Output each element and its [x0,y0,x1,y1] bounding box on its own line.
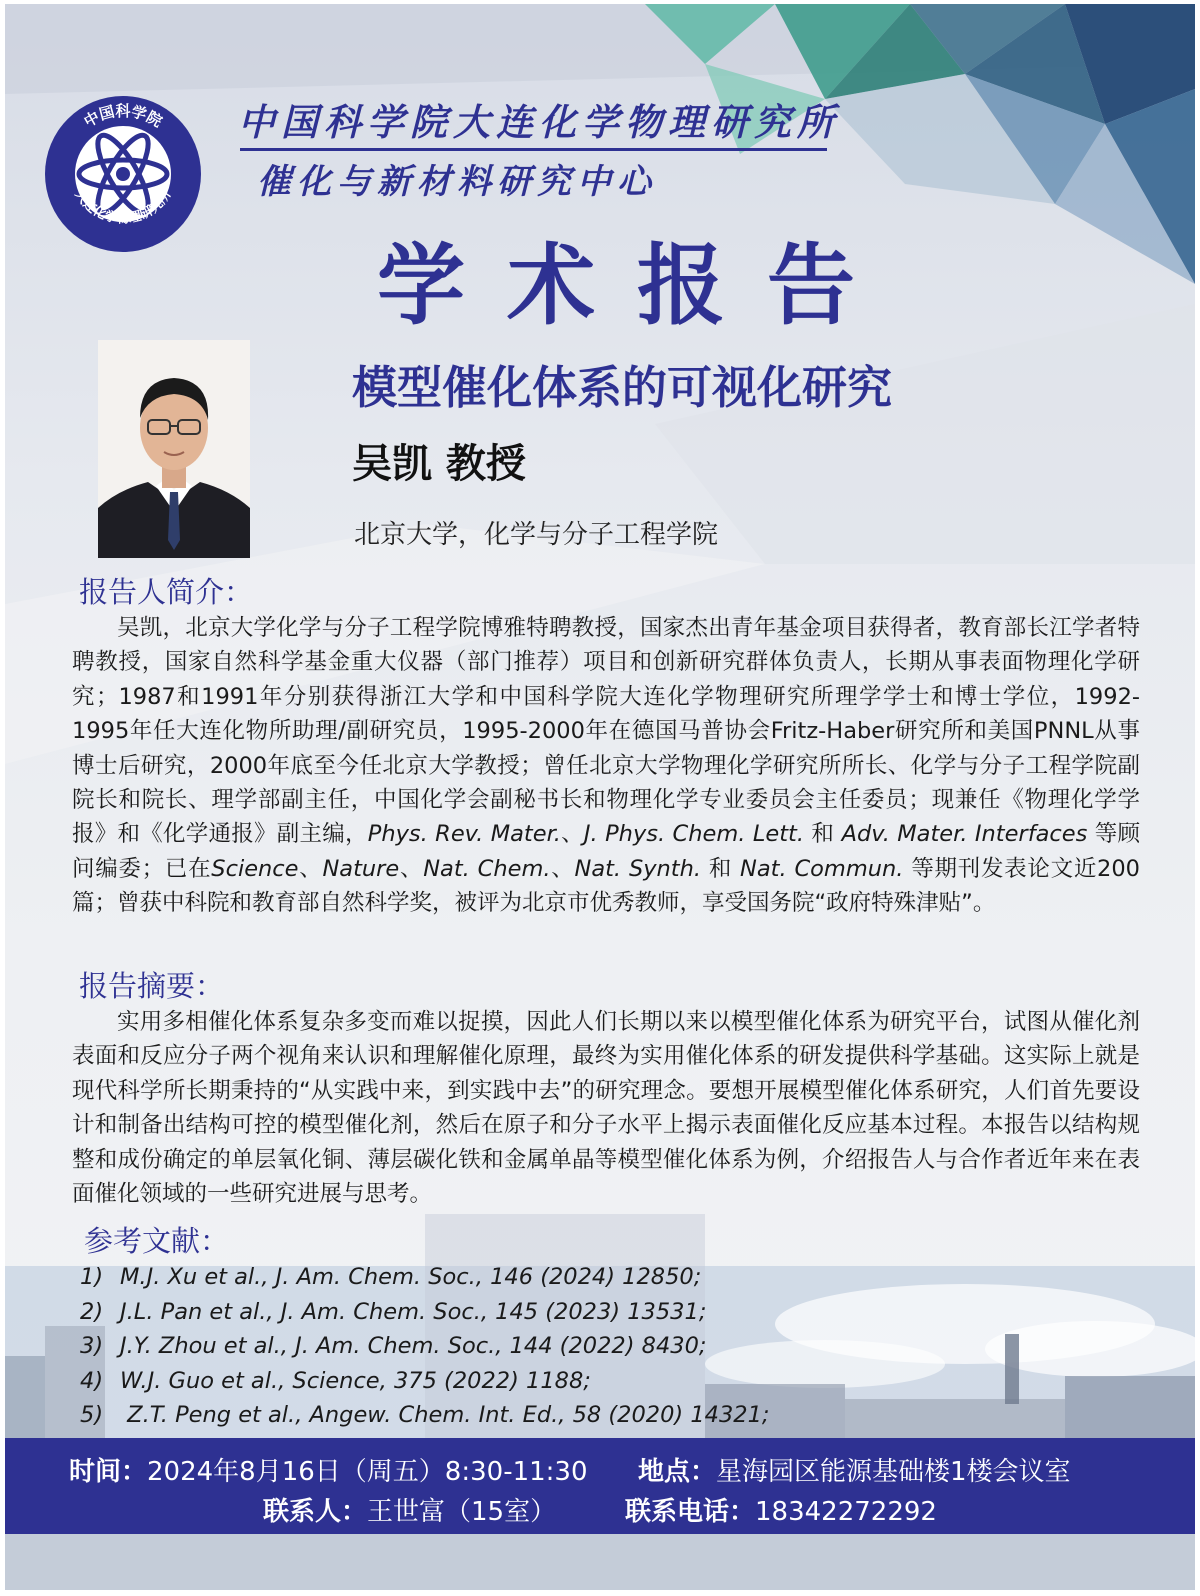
bio-and-1: 和 [804,821,842,848]
bio-text-2: 等顾问编委；已在 [72,821,1140,882]
speaker-photo [98,340,250,558]
reference-number: 5) [80,1402,104,1428]
journal-ami: Adv. Mater. Interfaces [841,821,1088,848]
poster [5,4,1195,1590]
phone-label: 联系电话： [625,1497,756,1527]
ground [5,1534,1195,1590]
reference-text: W.J. Guo et al., Science, 375 (2022) 1188; [120,1367,591,1394]
journal-natsynth: Nat. Synth. [574,855,702,882]
event-phone [625,1491,937,1528]
report-type-heading: 学术报告 [377,233,898,337]
contact-label: 联系人： [263,1497,368,1527]
place-value: 星海园区能源基础楼1楼会议室 [716,1457,1071,1487]
journal-jpcl: J. Phys. Chem. Lett. [583,821,804,848]
reference-item [80,1260,769,1295]
reference-number: 2) [80,1298,104,1325]
abstract-heading: 报告摘要： [79,969,225,1003]
place-label: 地点： [638,1457,717,1487]
bio-sep-4: 、 [550,855,575,882]
speaker-affiliation: 北京大学，化学与分子工程学院 [354,520,719,550]
phone-value: 18342272292 [755,1497,937,1527]
event-time [69,1451,588,1488]
bio-sep-3: 、 [399,855,424,882]
building-6 [1065,1376,1195,1446]
reference-text: J.L. Pan et al., J. Am. Chem. Soc., 145 (2023) 13531; [120,1298,707,1325]
event-place [638,1451,1071,1488]
reference-text: M.J. Xu et al., J. Am. Chem. Soc., 146 (2024) 12850; [120,1264,702,1290]
mid-shape-1 [655,304,1195,564]
journal-natcommun: Nat. Commun. [740,855,904,882]
journal-natchem: Nat. Chem. [423,855,551,882]
reference-item [80,1364,769,1399]
time-value: 2024年8月16日（周五）8:30-11:30 [147,1457,588,1487]
institute-logo [43,94,203,254]
building-1 [5,1356,45,1446]
reference-number: 4) [80,1367,104,1394]
time-label: 时间： [69,1457,148,1487]
bio-and-2: 和 [701,855,740,882]
abstract-paragraph: 实用多相催化体系复杂多变而难以捉摸，因此人们长期以来以模型催化体系为研究平台，试图从催化剂表面和反应分子两个视角来认识和理解催化原理，最终为实用催化体系的研发提供科学基础。这实际上就是现代科学所长期秉持的“从实践中来，到实践中去”的研究理念。要想开展模型催化体系研究，人们首先要设计和制备出结构可控的模型催化剂，然后在原子和分子水平上揭示表面催化反应基本过程。本报告以结构规整和成份确定的单层氧化铜、薄层碳化铁和金属单晶等模型催化体系为例，介绍报告人与合作者近年来在表面催化领域的一些研究进展与思考。 [72,1009,1140,1208]
reference-text: J.Y. Zhou et al., J. Am. Chem. Soc., 144 (2022) 8430; [120,1333,707,1359]
reference-item [80,1329,769,1364]
journal-science: Science [211,855,299,882]
bio-paragraph [72,611,1140,921]
event-info-footer [5,1438,1195,1534]
reference-text: Z.T. Peng et al., Angew. Chem. Int. Ed., 58 (2020) 14321; [120,1402,770,1428]
contact-value: 王世富（15室） [367,1497,557,1527]
journal-prm: Phys. Rev. Mater. [367,821,561,848]
logo-bottom-text: 大连化学物理研究所 [71,187,175,227]
institute-name: 中国科学院大连化学物理研究所 [238,100,840,144]
talk-title: 模型催化体系的可视化研究 [352,361,893,414]
center-name: 催化与新材料研究中心 [257,162,657,202]
reference-number: 1) [80,1264,104,1290]
bio-heading: 报告人简介： [79,575,254,609]
event-contact [263,1491,556,1528]
bio-sep-1: 、 [560,821,584,848]
bio-text-1: 吴凯，北京大学化学与分子工程学院博雅特聘教授，国家杰出青年基金项目获得者，教育部长江学者特聘教授，国家自然科学基金重大仪器（部门推荐）项目和创新研究群体负责人，长期从事表面物理化学研究；1987和1991年分别获得浙江大学和中国科学院大连化学物理研究所理学学士和博士学位，1992-1995年任大连化物所助理/副研究员，1995-2000年在德国马普协会Fritz-Haber研究所和美国PNNL从事博士后研究，2000年底至今任北京大学教授；曾任北京大学物理化学研究所所长、化学与分子工程学院副院长和院长、理学部副主任，中国化学会副秘书长和物理化学专业委员会主任委员；现兼任《物理化学学报》和《化学通报》副主编， [72,615,1140,848]
reference-item [80,1398,769,1433]
bio-text-3: 等期刊发表论文近200篇；曾获中科院和教育部自然科学奖，被评为北京市优秀教师，享受国务院“政府特殊津贴”。 [72,855,1140,917]
speaker-name: 吴凯 教授 [352,441,526,487]
chimney [1005,1334,1019,1404]
reference-item [80,1295,769,1330]
logo-top-text: 中国科学院 [80,102,166,131]
bio-sep-2: 、 [298,855,323,882]
references-heading: 参考文献： [84,1224,230,1258]
reference-number: 3) [80,1333,104,1359]
header-rule [240,148,827,151]
references-list [80,1260,769,1433]
journal-nature: Nature [322,855,400,882]
